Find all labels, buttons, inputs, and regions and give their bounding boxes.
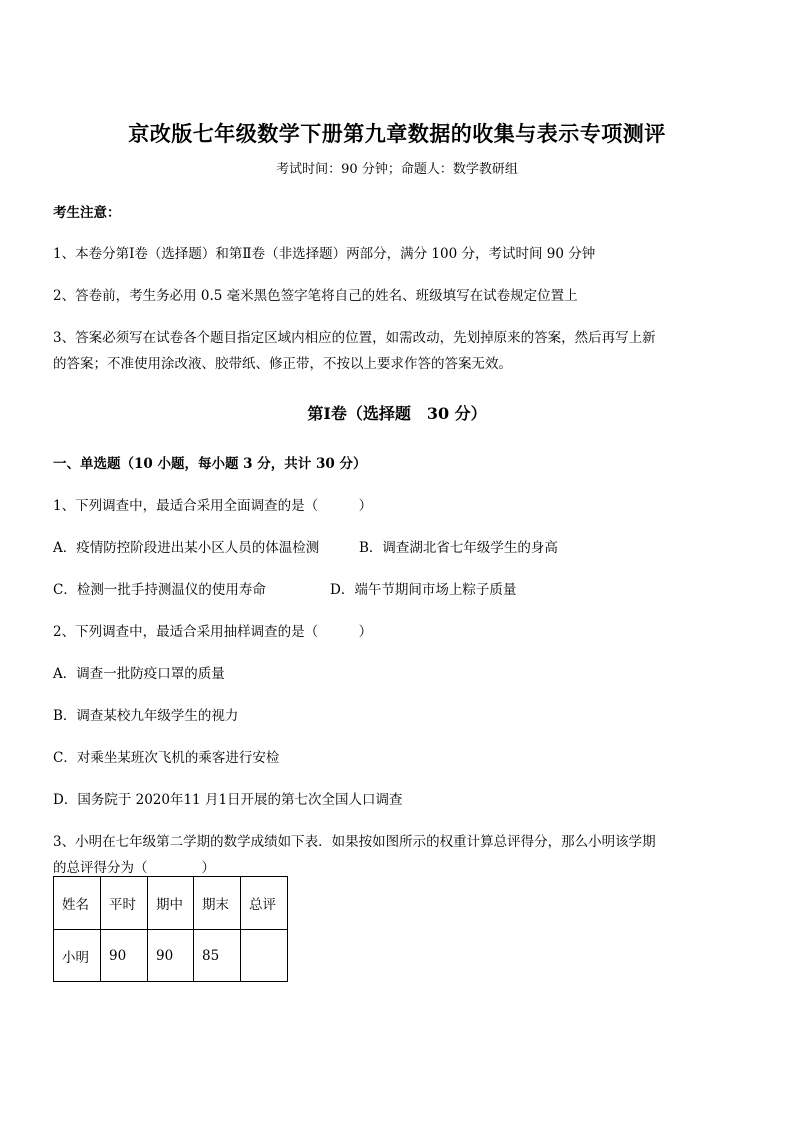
table-cell: 90 bbox=[101, 930, 148, 982]
table-header-cell: 姓名 bbox=[54, 877, 101, 930]
section-title: 第Ⅰ卷（选择题 30 分） bbox=[307, 404, 487, 423]
notice-item-2: 2、答卷前，考生务必用 0.5 毫米黑色签字笔将自己的姓名、班级填写在试卷规定位置上 bbox=[53, 288, 578, 304]
table-header-cell: 期末 bbox=[194, 877, 241, 930]
exam-info: 考试时间：90 分钟；命题人：数学教研组 bbox=[276, 162, 518, 177]
question-2-option-b: B．调查某校九年级学生的视力 bbox=[53, 708, 239, 724]
question-2-stem: 2、下列调查中，最适合采用抽样调查的是（ ） bbox=[53, 624, 373, 640]
notice-item-1: 1、本卷分第Ⅰ卷（选择题）和第Ⅱ卷（非选择题）两部分，满分 100 分，考试时间 90 分钟 bbox=[53, 246, 596, 262]
table-row bbox=[54, 930, 288, 982]
table-cell: 90 bbox=[148, 930, 194, 982]
part-title: 一、单选题（10 小题，每小题 3 分，共计 30 分） bbox=[53, 456, 367, 472]
page-title: 京改版七年级数学下册第九章数据的收集与表示专项测评 bbox=[128, 121, 666, 146]
question-1-option-c: C．检测一批手持测温仪的使用寿命 bbox=[53, 582, 266, 598]
grades-table bbox=[53, 876, 288, 982]
table-cell bbox=[241, 930, 288, 982]
question-3-stem: 3、小明在七年级第二学期的数学成绩如下表．如果按如图所示的权重计算总评得分，那么小明该学期 bbox=[53, 834, 656, 850]
table-header-cell: 平时 bbox=[101, 877, 148, 930]
table-cell: 小明 bbox=[54, 930, 101, 982]
table-header-cell: 总评 bbox=[241, 877, 288, 930]
table-cell: 85 bbox=[194, 930, 241, 982]
notice-heading: 考生注意： bbox=[53, 205, 121, 221]
question-2-option-d: D．国务院于 2020年11 月1日开展的第七次全国人口调查 bbox=[53, 792, 403, 808]
question-2-option-a: A．调查一批防疫口罩的质量 bbox=[53, 666, 225, 682]
table-header-cell: 期中 bbox=[148, 877, 194, 930]
question-1-option-b: B．调查湖北省七年级学生的身高 bbox=[359, 540, 558, 556]
notice-item-3: 3、答案必须写在试卷各个题目指定区域内相应的位置，如需改动，先划掉原来的答案，然后再写上新 bbox=[53, 330, 656, 346]
table-header-row bbox=[54, 877, 288, 930]
question-1-stem: 1、下列调查中，最适合采用全面调查的是（ ） bbox=[53, 498, 373, 514]
notice-item-3-continued: 的答案；不准使用涂改液、胶带纸、修正带，不按以上要求作答的答案无效。 bbox=[53, 356, 512, 372]
question-2-option-c: C．对乘坐某班次飞机的乘客进行安检 bbox=[53, 750, 280, 766]
question-3-stem-continued: 的总评得分为（ ） bbox=[53, 860, 215, 876]
question-1-option-d: D．端午节期间市场上粽子质量 bbox=[330, 582, 517, 598]
question-1-option-a: A．疫情防控阶段进出某小区人员的体温检测 bbox=[53, 540, 320, 556]
